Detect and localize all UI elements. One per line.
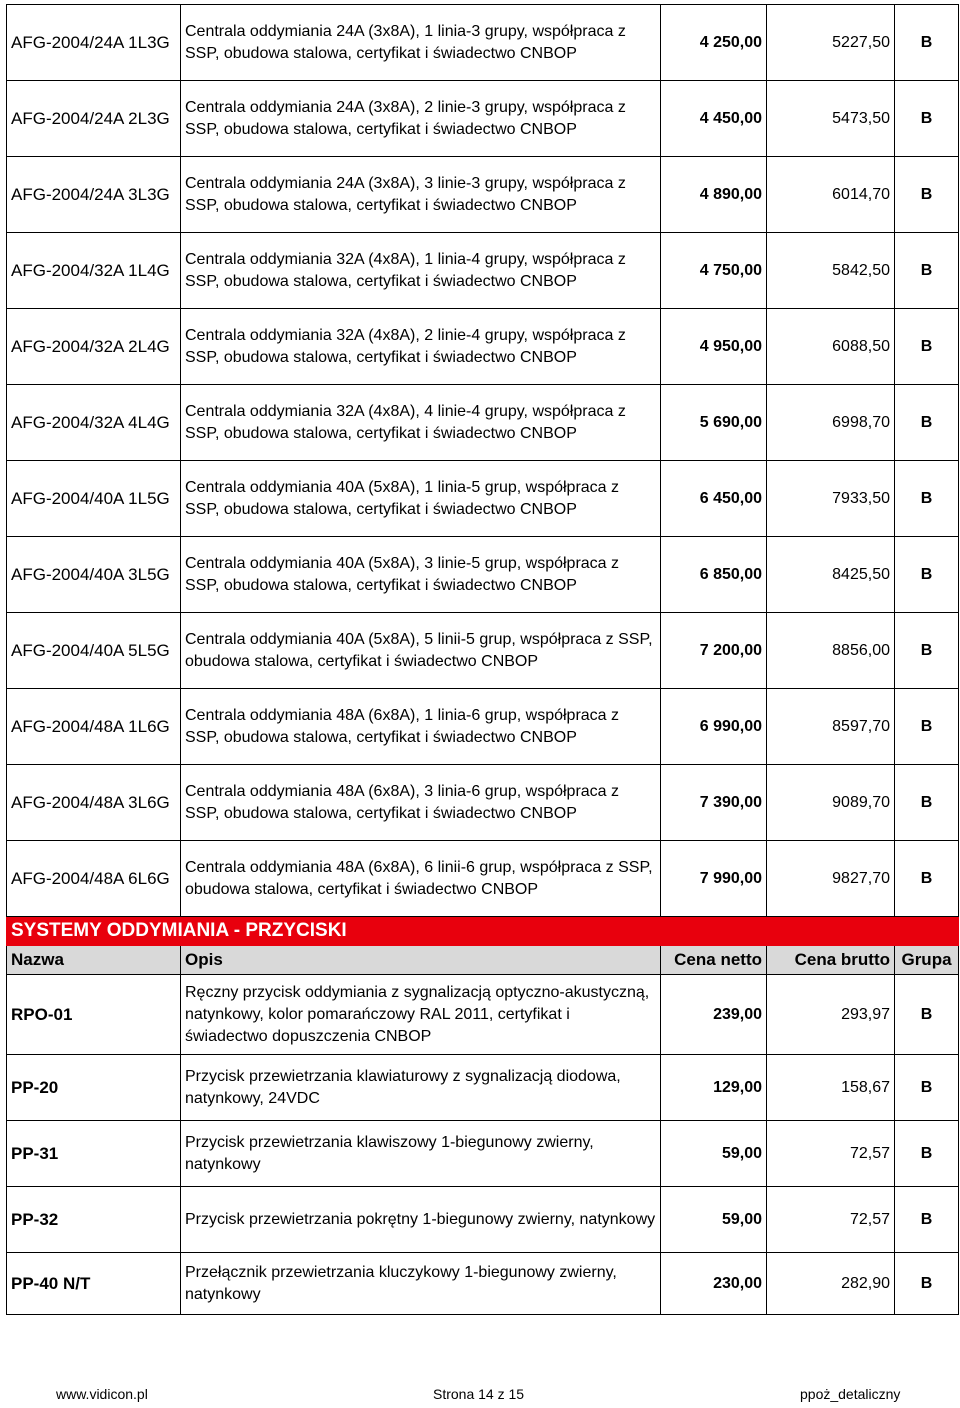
price-group: B bbox=[895, 233, 959, 309]
column-header-name: Nazwa bbox=[7, 946, 181, 975]
product-description: Centrala oddymiania 24A (3x8A), 1 linia-3 grupy, współpraca z SSP, obudowa stalowa, certyfikat i świadectwo CNBOP bbox=[181, 5, 661, 81]
net-price: 7 390,00 bbox=[661, 765, 767, 841]
gross-price: 8597,70 bbox=[767, 689, 895, 765]
product-description: Przycisk przewietrzania klawiaturowy z sygnalizacją diodowa, natynkowy, 24VDC bbox=[181, 1055, 661, 1121]
table-row bbox=[7, 975, 959, 1055]
product-description: Ręczny przycisk oddymiania z sygnalizacją optyczno-akustyczną, natynkowy, kolor pomarańczowy RAL 2011, certyfikat i świadectwo dopuszczenia CNBOP bbox=[181, 975, 661, 1055]
column-header-gross-price: Cena brutto bbox=[767, 946, 895, 975]
column-header-net-price: Cena netto bbox=[661, 946, 767, 975]
price-group: B bbox=[895, 975, 959, 1055]
net-price: 239,00 bbox=[661, 975, 767, 1055]
product-name: AFG-2004/32A 4L4G bbox=[7, 385, 181, 461]
price-group: B bbox=[895, 1187, 959, 1253]
table-row bbox=[7, 1121, 959, 1187]
product-name: AFG-2004/48A 6L6G bbox=[7, 841, 181, 917]
product-description: Przycisk przewietrzania klawiszowy 1-biegunowy zwierny, natynkowy bbox=[181, 1121, 661, 1187]
product-name: AFG-2004/48A 1L6G bbox=[7, 689, 181, 765]
gross-price: 5842,50 bbox=[767, 233, 895, 309]
column-header-description: Opis bbox=[181, 946, 661, 975]
price-group: B bbox=[895, 81, 959, 157]
net-price: 4 450,00 bbox=[661, 81, 767, 157]
table-row bbox=[7, 765, 959, 841]
net-price: 4 890,00 bbox=[661, 157, 767, 233]
gross-price: 9089,70 bbox=[767, 765, 895, 841]
product-name: AFG-2004/40A 1L5G bbox=[7, 461, 181, 537]
column-header-group: Grupa bbox=[895, 946, 959, 975]
footer-catalog-name: ppoż_detaliczny bbox=[800, 1386, 901, 1402]
table-row bbox=[7, 613, 959, 689]
gross-price: 8425,50 bbox=[767, 537, 895, 613]
gross-price: 7933,50 bbox=[767, 461, 895, 537]
product-description: Przełącznik przewietrzania kluczykowy 1-biegunowy zwierny, natynkowy bbox=[181, 1253, 661, 1315]
price-group: B bbox=[895, 841, 959, 917]
product-name: AFG-2004/40A 5L5G bbox=[7, 613, 181, 689]
gross-price: 282,90 bbox=[767, 1253, 895, 1315]
table-row bbox=[7, 157, 959, 233]
product-description: Centrala oddymiania 48A (6x8A), 1 linia-6 grup, współpraca z SSP, obudowa stalowa, certyfikat i świadectwo CNBOP bbox=[181, 689, 661, 765]
product-description: Przycisk przewietrzania pokrętny 1-biegunowy zwierny, natynkowy bbox=[181, 1187, 661, 1253]
table-row bbox=[7, 537, 959, 613]
table-row bbox=[7, 385, 959, 461]
price-group: B bbox=[895, 613, 959, 689]
table-row bbox=[7, 841, 959, 917]
gross-price: 5473,50 bbox=[767, 81, 895, 157]
price-group: B bbox=[895, 689, 959, 765]
product-description: Centrala oddymiania 40A (5x8A), 5 linii-5 grup, współpraca z SSP, obudowa stalowa, certyfikat i świadectwo CNBOP bbox=[181, 613, 661, 689]
price-group: B bbox=[895, 537, 959, 613]
product-name: PP-32 bbox=[7, 1187, 181, 1253]
gross-price: 158,67 bbox=[767, 1055, 895, 1121]
product-description: Centrala oddymiania 32A (4x8A), 4 linie-4 grupy, współpraca z SSP, obudowa stalowa, certyfikat i świadectwo CNBOP bbox=[181, 385, 661, 461]
price-table bbox=[6, 4, 959, 1315]
product-name: AFG-2004/32A 2L4G bbox=[7, 309, 181, 385]
table-row bbox=[7, 461, 959, 537]
table-row bbox=[7, 309, 959, 385]
gross-price: 5227,50 bbox=[767, 5, 895, 81]
gross-price: 8856,00 bbox=[767, 613, 895, 689]
footer-page-number: Strona 14 z 15 bbox=[433, 1386, 525, 1402]
gross-price: 293,97 bbox=[767, 975, 895, 1055]
net-price: 59,00 bbox=[661, 1187, 767, 1253]
product-name: PP-40 N/T bbox=[7, 1253, 181, 1315]
price-group: B bbox=[895, 385, 959, 461]
price-group: B bbox=[895, 1055, 959, 1121]
net-price: 7 200,00 bbox=[661, 613, 767, 689]
price-group: B bbox=[895, 461, 959, 537]
product-description: Centrala oddymiania 32A (4x8A), 1 linia-4 grupy, współpraca z SSP, obudowa stalowa, certyfikat i świadectwo CNBOP bbox=[181, 233, 661, 309]
product-name: AFG-2004/40A 3L5G bbox=[7, 537, 181, 613]
product-name: RPO-01 bbox=[7, 975, 181, 1055]
column-header-row bbox=[7, 946, 959, 975]
product-description: Centrala oddymiania 48A (6x8A), 6 linii-6 grup, współpraca z SSP, obudowa stalowa, certyfikat i świadectwo CNBOP bbox=[181, 841, 661, 917]
product-description: Centrala oddymiania 48A (6x8A), 3 linia-6 grup, współpraca z SSP, obudowa stalowa, certyfikat i świadectwo CNBOP bbox=[181, 765, 661, 841]
table-row bbox=[7, 689, 959, 765]
gross-price: 9827,70 bbox=[767, 841, 895, 917]
table-row bbox=[7, 81, 959, 157]
net-price: 4 750,00 bbox=[661, 233, 767, 309]
product-description: Centrala oddymiania 40A (5x8A), 1 linia-5 grup, współpraca z SSP, obudowa stalowa, certyfikat i świadectwo CNBOP bbox=[181, 461, 661, 537]
gross-price: 6998,70 bbox=[767, 385, 895, 461]
table-row bbox=[7, 233, 959, 309]
product-description: Centrala oddymiania 32A (4x8A), 2 linie-4 grupy, współpraca z SSP, obudowa stalowa, certyfikat i świadectwo CNBOP bbox=[181, 309, 661, 385]
product-name: AFG-2004/24A 3L3G bbox=[7, 157, 181, 233]
net-price: 230,00 bbox=[661, 1253, 767, 1315]
product-description: Centrala oddymiania 40A (5x8A), 3 linie-5 grup, współpraca z SSP, obudowa stalowa, certyfikat i świadectwo CNBOP bbox=[181, 537, 661, 613]
net-price: 6 850,00 bbox=[661, 537, 767, 613]
product-name: AFG-2004/24A 2L3G bbox=[7, 81, 181, 157]
product-name: AFG-2004/48A 3L6G bbox=[7, 765, 181, 841]
gross-price: 6088,50 bbox=[767, 309, 895, 385]
net-price: 59,00 bbox=[661, 1121, 767, 1187]
net-price: 7 990,00 bbox=[661, 841, 767, 917]
table-row bbox=[7, 1055, 959, 1121]
price-group: B bbox=[895, 309, 959, 385]
section-header bbox=[7, 917, 959, 946]
net-price: 6 990,00 bbox=[661, 689, 767, 765]
price-group: B bbox=[895, 765, 959, 841]
product-description: Centrala oddymiania 24A (3x8A), 3 linie-3 grupy, współpraca z SSP, obudowa stalowa, certyfikat i świadectwo CNBOP bbox=[181, 157, 661, 233]
price-group: B bbox=[895, 1253, 959, 1315]
gross-price: 72,57 bbox=[767, 1121, 895, 1187]
price-group: B bbox=[895, 1121, 959, 1187]
net-price: 6 450,00 bbox=[661, 461, 767, 537]
product-name: PP-31 bbox=[7, 1121, 181, 1187]
table-row bbox=[7, 5, 959, 81]
product-description: Centrala oddymiania 24A (3x8A), 2 linie-3 grupy, współpraca z SSP, obudowa stalowa, certyfikat i świadectwo CNBOP bbox=[181, 81, 661, 157]
product-name: AFG-2004/32A 1L4G bbox=[7, 233, 181, 309]
net-price: 5 690,00 bbox=[661, 385, 767, 461]
net-price: 129,00 bbox=[661, 1055, 767, 1121]
price-group: B bbox=[895, 157, 959, 233]
price-group: B bbox=[895, 5, 959, 81]
footer-website: www.vidicon.pl bbox=[56, 1386, 148, 1402]
product-name: PP-20 bbox=[7, 1055, 181, 1121]
net-price: 4 950,00 bbox=[661, 309, 767, 385]
gross-price: 6014,70 bbox=[767, 157, 895, 233]
section-title: SYSTEMY ODDYMIANIA - PRZYCISKI bbox=[7, 917, 959, 946]
net-price: 4 250,00 bbox=[661, 5, 767, 81]
gross-price: 72,57 bbox=[767, 1187, 895, 1253]
product-name: AFG-2004/24A 1L3G bbox=[7, 5, 181, 81]
page-footer bbox=[0, 1386, 960, 1406]
table-row bbox=[7, 1187, 959, 1253]
table-row bbox=[7, 1253, 959, 1315]
